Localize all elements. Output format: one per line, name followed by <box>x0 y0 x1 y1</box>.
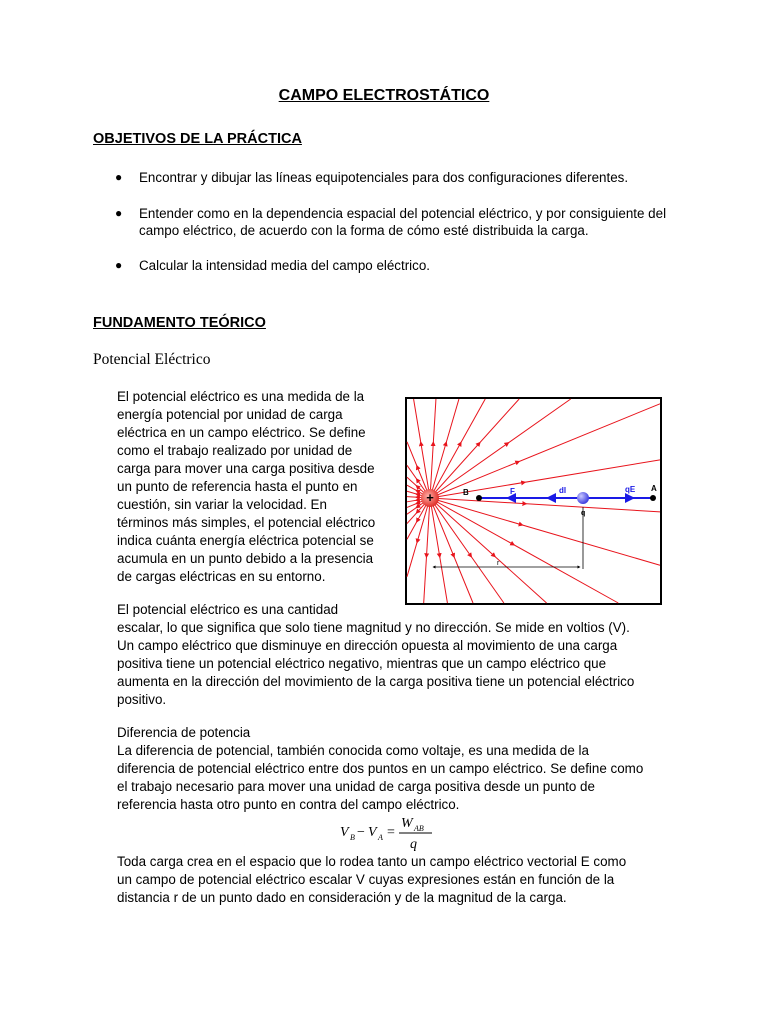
text-line: aumenta en la dirección del movimiento de la carga positiva tiene un potencial eléctrico <box>117 674 635 689</box>
document-title: CAMPO ELECTROSTÁTICO <box>278 87 490 104</box>
text-line: de cargas eléctricas en su entorno. <box>117 569 326 584</box>
formula-equals: = <box>387 825 395 840</box>
figure-frame <box>406 398 661 604</box>
label-qe: qE <box>625 485 636 494</box>
bullet-icon: ● <box>115 206 123 220</box>
objective-text: Encontrar y dibujar las líneas equipotenciales para dos configuraciones diferentes. <box>139 170 629 185</box>
formula-numerator: W <box>401 816 413 831</box>
formula-vb-sub: B <box>350 833 355 842</box>
field-arrow-icon <box>417 467 418 469</box>
diff-title: Diferencia de potencia <box>117 725 251 740</box>
text-line: Un campo eléctrico que disminuye en dirección opuesta al movimiento de una carga <box>117 638 618 653</box>
formula-vb: V <box>340 825 349 840</box>
text-line: El potencial eléctrico es una cantidad <box>117 602 339 617</box>
text-line: Toda carga crea en el espacio que lo rodea tanto un campo eléctrico vectorial E como <box>117 854 627 869</box>
objective-item-1 <box>115 169 679 186</box>
text-line: positiva tiene un potencial eléctrico negativo, mientras que un campo eléctrico que <box>117 656 607 671</box>
text-line: un campo de potencial eléctrico escalar V cuyas expresiones están en función de la <box>117 872 615 887</box>
text-line: como el trabajo realizado por unidad de <box>117 443 353 458</box>
objective-item-2 <box>115 205 679 239</box>
plus-sign-icon: + <box>426 490 434 505</box>
text-line: eléctrica en un campo eléctrico. Se define <box>117 425 366 440</box>
paragraph-voltage <box>117 742 682 814</box>
field-arrow-icon <box>519 524 521 525</box>
paragraph-charge-field <box>117 853 682 907</box>
label-a: A <box>651 484 657 493</box>
electric-field-diagram <box>405 397 662 605</box>
objective-item-3 <box>115 257 679 274</box>
paragraph-scalar <box>117 601 677 709</box>
text-line: referencia hasta otro punto en contra del campo eléctrico. <box>117 797 460 812</box>
text-line: indica cuánta energía eléctrica potencial se <box>117 533 374 548</box>
field-arrow-icon <box>417 494 419 495</box>
field-arrow-icon <box>516 462 518 463</box>
label-f: F <box>510 487 515 496</box>
text-line: el trabajo necesario para mover una unidad de carga positiva desde un punto de <box>117 779 595 794</box>
text-line: distancia r de un punto dado en consideración y de la magnitud de la carga. <box>117 890 567 905</box>
field-arrow-icon <box>417 539 418 541</box>
label-q: q <box>581 510 586 517</box>
formula-numerator-sub: AB <box>414 824 424 833</box>
formula-va-sub: A <box>378 833 383 842</box>
text-line: positivo. <box>117 692 167 707</box>
label-r: r <box>497 560 500 567</box>
text-line: carga para mover una carga positiva desde <box>117 461 375 476</box>
voltage-formula <box>340 814 440 852</box>
formula-minus: − <box>357 825 365 840</box>
text-line: El potencial eléctrico es una medida de la <box>117 389 365 404</box>
field-arrow-icon <box>453 554 454 556</box>
point-a <box>650 495 656 501</box>
text-line: acumula en un punto debido a la presencia <box>117 551 374 566</box>
subheading-potencial: Potencial Eléctrico <box>93 351 211 368</box>
label-b: B <box>463 488 469 497</box>
text-line: cuestión, sin variar la velocidad. En <box>117 497 327 512</box>
text-line: un punto de referencia hasta el punto en <box>117 479 358 494</box>
text-line: escalar, lo que significa que solo tiene magnitud y no dirección. Se mide en voltios (V). <box>117 620 630 635</box>
test-charge <box>577 492 589 504</box>
bullet-icon: ● <box>115 258 123 272</box>
objectives-heading: OBJETIVOS DE LA PRÁCTICA <box>93 131 302 147</box>
bullet-icon: ● <box>115 170 123 184</box>
formula-va: V <box>368 825 377 840</box>
label-dl: dl <box>559 486 567 495</box>
field-arrow-icon <box>417 502 419 503</box>
text-line: términos más simples, el potencial eléctrico <box>117 515 376 530</box>
formula-denominator: q <box>410 837 417 852</box>
point-b <box>476 495 482 501</box>
theory-heading: FUNDAMENTO TEÓRICO <box>93 315 266 331</box>
text-line: energía potencial por unidad de carga <box>117 407 343 422</box>
paragraph-potential-definition <box>117 388 402 586</box>
objective-text: Entender como en la dependencia espacial del potencial eléctrico, y por consiguiente del campo eléctrico, de acuerdo con la forma de cómo esté distribuida la carga. <box>139 206 667 238</box>
text-line: diferencia de potencial eléctrico entre dos puntos en un campo eléctrico. Se define como <box>117 761 644 776</box>
objective-text: Calcular la intensidad media del campo eléctrico. <box>139 258 431 273</box>
text-line: La diferencia de potencial, también conocida como voltaje, es una medida de la <box>117 743 589 758</box>
field-arrow-icon <box>445 444 446 446</box>
